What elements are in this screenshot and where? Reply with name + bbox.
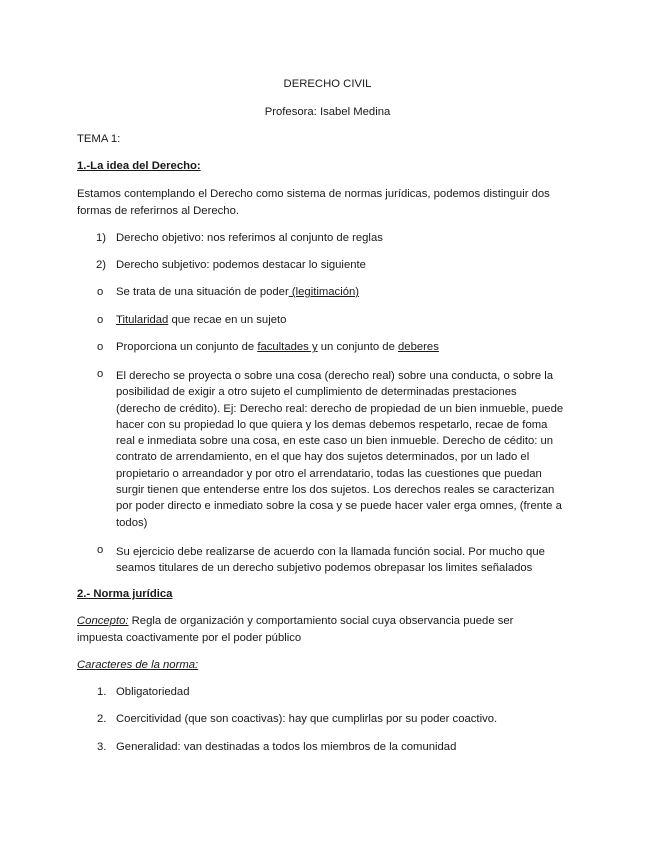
paragraph-line: hacer con su propiedad lo que quiera y los demas debemos respetarlo, recae de foma xyxy=(116,418,548,431)
paragraph-line: El derecho se proyecta o sobre una cosa (derecho real) sobre una conducta, o sobre la xyxy=(116,370,554,382)
list-item-coercitividad: Coercitividad (que son coactivas): hay que cumplirlas por su poder coactivo. xyxy=(116,713,498,725)
bullet-marker: o xyxy=(97,286,104,298)
paragraph-line: seamos titulares de un derecho subjetivo podemos obrepasar los limites señalados xyxy=(116,562,533,575)
paragraph-line: Su ejercicio debe realizarse de acuerdo con la llamada función social. Por mucho que xyxy=(116,546,545,558)
facultades-underlined: facultades y xyxy=(257,341,318,353)
bullet-marker: o xyxy=(97,368,104,380)
section-2-heading: 2.- Norma jurídica xyxy=(77,588,173,600)
concepto-line-1 xyxy=(77,615,513,627)
deberes-underlined: deberes xyxy=(398,341,439,353)
section-1-heading: 1.-La idea del Derecho: xyxy=(77,160,201,172)
paragraph-line: todos) xyxy=(116,516,148,529)
bullet-paragraph-derecho-real xyxy=(116,368,586,531)
professor-line: Profesora: Isabel Medina xyxy=(264,106,391,118)
list-item-obligatoriedad: Obligatoriedad xyxy=(116,686,190,698)
paragraph-line: posibilidad de exigir a otro sujeto el cumplimiento de determinadas prestaciones xyxy=(116,386,517,399)
caracteres-label: Caracteres de la norma: xyxy=(77,659,199,671)
bullet-marker: o xyxy=(97,314,104,326)
list-marker: 2) xyxy=(96,259,107,271)
bullet-item-situacion-poder xyxy=(116,286,359,298)
bullet-marker: o xyxy=(97,544,104,556)
bullet-text: un conjunto de xyxy=(317,341,399,353)
intro-line-2: formas de referirnos al Derecho. xyxy=(77,205,239,217)
bullet-paragraph-funcion-social xyxy=(116,544,586,577)
bullet-text: Se trata de una situación de poder xyxy=(116,286,289,298)
concepto-label: Concepto: xyxy=(77,615,129,627)
concepto-line-2: impuesta coactivamente por el poder público xyxy=(77,632,302,644)
bullet-text: que recae en un sujeto xyxy=(168,314,287,326)
list-marker: 1) xyxy=(96,232,107,244)
intro-line-1: Estamos contemplando el Derecho como sistema de normas jurídicas, podemos distinguir dos xyxy=(77,188,550,200)
document-title: DERECHO CIVIL xyxy=(283,78,372,90)
legitimacion-underlined: (legitimación) xyxy=(288,286,360,298)
list-marker: 3. xyxy=(97,741,107,753)
concepto-text: Regla de organización y comportamiento social cuya observancia puede ser xyxy=(128,615,514,627)
list-item-derecho-objetivo: Derecho objetivo: nos referimos al conjunto de reglas xyxy=(116,232,383,244)
paragraph-line: real e inmediata sobre una cosa, en este caso un bien inmueble. Derecho de cédito: un xyxy=(116,435,554,448)
paragraph-line: por poder directo e inmediato sobre la cosa y se puede hacer valer erga omnes, (frente a xyxy=(116,500,562,513)
paragraph-line: contrato de arrendamiento, en el que hay dos sujetos determinados, por un lado el xyxy=(116,451,530,464)
list-item-generalidad: Generalidad: van destinadas a todos los miembros de la comunidad xyxy=(116,741,457,753)
titularidad-underlined: Titularidad xyxy=(116,314,169,326)
bullet-text: Proporciona un conjunto de xyxy=(116,341,258,353)
tema-label: TEMA 1: xyxy=(77,133,121,145)
list-item-derecho-subjetivo: Derecho subjetivo: podemos destacar lo siguiente xyxy=(116,259,366,271)
paragraph-line: surgir tienen que entenderse entre los dos sujetos. Los derechos reales se caracterizan xyxy=(116,484,555,497)
bullet-item-titularidad xyxy=(116,314,286,326)
list-marker: 2. xyxy=(97,713,107,725)
paragraph-line: propietario o arreandador y por otro el arrendatario, todas las cuestiones que puedan xyxy=(116,467,542,480)
paragraph-line: (derecho de crédito). Ej: Derecho real: derecho de propiedad de un bien inmueble, puede xyxy=(116,402,564,415)
bullet-marker: o xyxy=(97,341,104,353)
bullet-item-facultades xyxy=(116,341,439,353)
list-marker: 1. xyxy=(97,686,107,698)
